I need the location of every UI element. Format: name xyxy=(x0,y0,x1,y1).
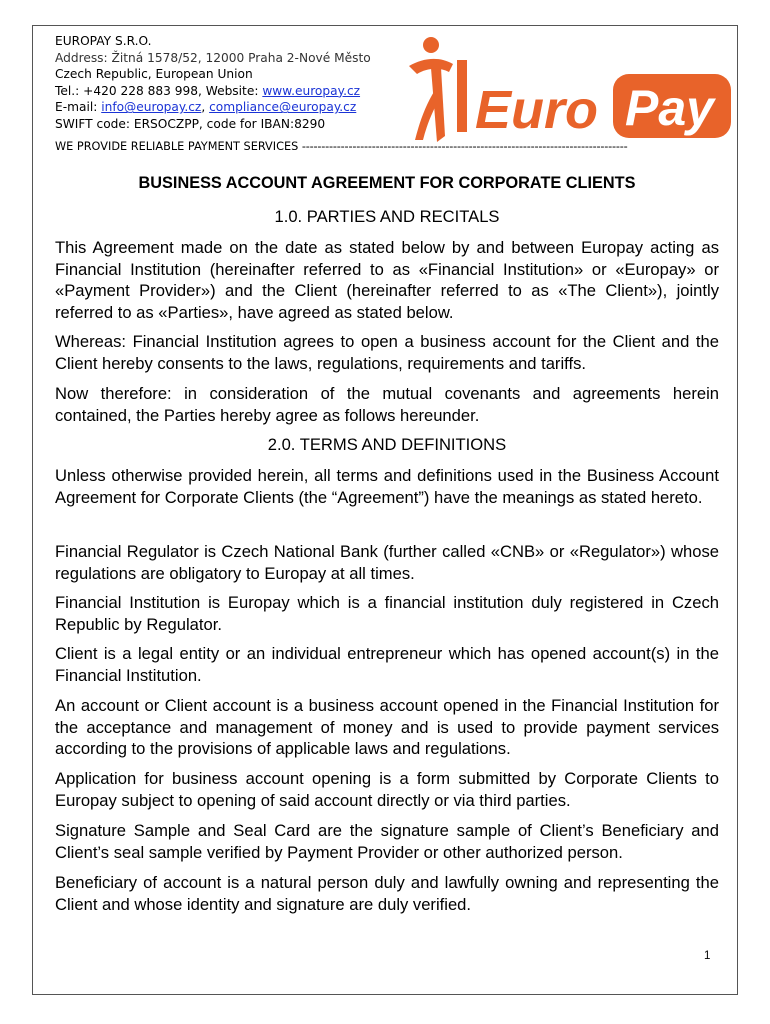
email-line xyxy=(55,99,415,116)
swift-code: SWIFT code: ERSOCZPP, code for IBAN:8290 xyxy=(55,116,326,131)
paragraph-signature-sample: Signature Sample and Seal Card are the signature sample of Client’s Beneficiary and Client’s seal sample verified by Payment Provider or other authorized person. xyxy=(55,821,719,862)
paragraph-parties: This Agreement made on the date as stated below by and between Europay acting as Financial Institution (hereinafter referred to as «Financial Institution» or «Europay» or «Payment Provider») and the Client (hereinafter referred to as «The Client»), jointly referred to as «Parties», have agreed as stated below. xyxy=(55,238,719,322)
tagline-dashes: ------------------------------------------------------------------------------------ xyxy=(301,140,628,153)
company-address: Address: Žitná 1578/52, 12000 Praha 2-Nové Město xyxy=(55,50,371,65)
section-heading-1: 1.0. PARTIES AND RECITALS xyxy=(274,207,500,226)
logo-word-pay: Pay xyxy=(625,80,714,136)
paragraph-financial-regulator: Financial Regulator is Czech National Bank (further called «CNB» or «Regulator») whose regulations are obligatory to Europay at all times. xyxy=(55,542,719,583)
email-link-info[interactable]: info@europay.cz xyxy=(101,100,202,115)
paragraph-whereas: Whereas: Financial Institution agrees to open a business account for the Client and the Client hereby consents to the laws, regulations, requirements and tariffs. xyxy=(55,332,719,373)
page-number: 1 xyxy=(704,950,711,962)
paragraph-application: Application for business account opening is a form submitted by Corporate Clients to Europay subject to opening of said account directly or via third parties. xyxy=(55,769,719,810)
tagline xyxy=(55,140,719,154)
company-country: Czech Republic, European Union xyxy=(55,67,253,82)
paragraph-now-therefore: Now therefore: in consideration of the mutual covenants and agreements herein contained, the Parties hereby agree as follows hereunder. xyxy=(55,384,719,425)
paragraph-account: An account or Client account is a business account opened in the Financial Institution for the acceptance and management of money and is used to provide payment services according to the provisions of applicable laws and regulations. xyxy=(55,696,719,759)
website-link[interactable]: www.europay.cz xyxy=(262,83,361,98)
tel-text: Tel.: +420 228 883 998, Website: xyxy=(55,83,263,98)
tagline-text: WE PROVIDE RELIABLE PAYMENT SERVICES xyxy=(55,140,299,153)
paragraph-financial-institution: Financial Institution is Europay which is a financial institution duly registered in Czech Republic by Regulator. xyxy=(55,593,719,634)
document-title: BUSINESS ACCOUNT AGREEMENT FOR CORPORATE CLIENTS xyxy=(138,174,636,192)
company-name: EUROPAY S.R.O. xyxy=(55,34,152,48)
company-header xyxy=(55,33,415,133)
section-heading-2: 2.0. TERMS AND DEFINITIONS xyxy=(267,435,507,454)
email-separator: , xyxy=(201,100,210,115)
paragraph-beneficiary: Beneficiary of account is a natural person duly and lawfully owning and representing the Client and whose identity and signature are duly verified. xyxy=(55,873,719,914)
paragraph-client: Client is a legal entity or an individual entrepreneur which has opened account(s) in the Financial Institution. xyxy=(55,644,719,685)
paragraph-definitions-intro: Unless otherwise provided herein, all terms and definitions used in the Business Account Agreement for Corporate Clients (the “Agreement”) have the meanings as stated hereto. xyxy=(55,466,719,507)
contact-line xyxy=(55,83,415,100)
logo-word-euro: Euro xyxy=(475,80,599,140)
email-link-compliance[interactable]: compliance@europay.cz xyxy=(209,100,357,115)
europay-logo xyxy=(405,32,735,152)
email-label: E-mail: xyxy=(55,100,102,115)
